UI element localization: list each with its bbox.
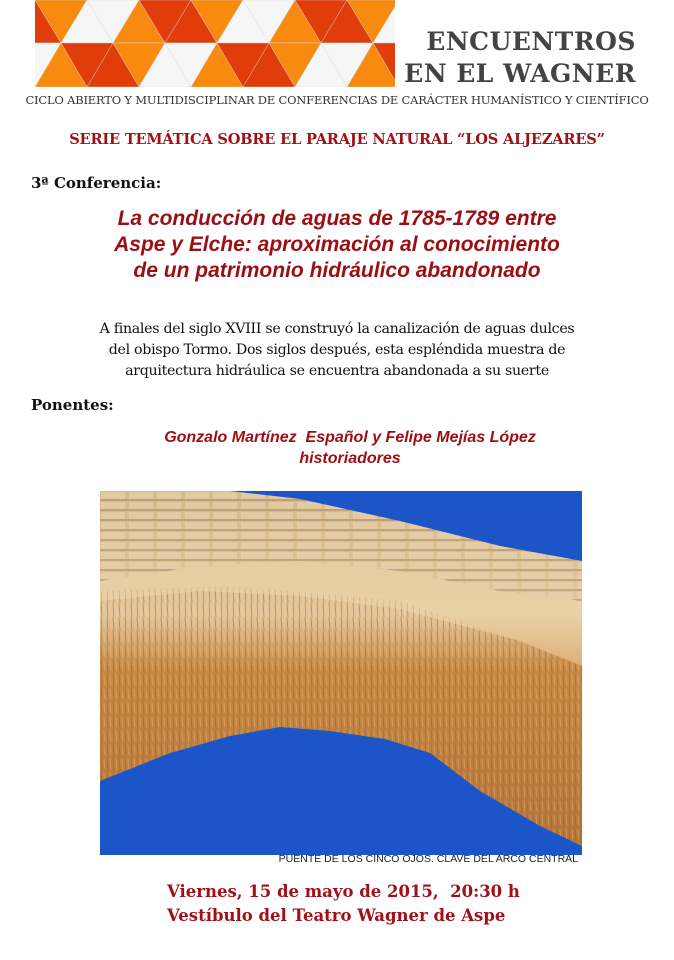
speaker-names: Gonzalo Martínez Español y Felipe Mejías López: [164, 429, 536, 446]
speakers-block: [0, 427, 674, 469]
description-line-2: del obispo Tormo. Dos siglos después, esta espléndida muestra de: [108, 342, 566, 358]
aqueduct-arch-photo: [100, 491, 582, 855]
brand-line-1: ENCUENTROS: [426, 27, 636, 56]
title-line-3: de un patrimonio hidráulico abandonado: [133, 259, 541, 282]
series-title: SERIE TEMÁTICA SOBRE EL PARAJE NATURAL “LOS ALJEZARES”: [69, 131, 605, 148]
photo-caption: PUENTE DE LOS CINCO OJOS. CLAVE DEL ARCO CENTRAL: [278, 853, 578, 865]
event-venue: Vestíbulo del Teatro Wagner de Aspe: [167, 906, 506, 925]
conference-description: [0, 319, 674, 382]
conference-label: 3ª Conferencia:: [31, 174, 162, 192]
title-line-2: Aspe y Elche: aproximación al conocimiento: [114, 233, 560, 256]
speakers-label: Ponentes:: [31, 396, 114, 414]
event-details: [167, 880, 520, 928]
description-line-1: A finales del siglo XVIII se construyó la canalización de aguas dulces: [99, 321, 575, 337]
cycle-subtitle: CICLO ABIERTO Y MULTIDISCIPLINAR DE CONFERENCIAS DE CARÁCTER HUMANÍSTICO Y CIENTÍFICO: [25, 93, 649, 107]
brand-title: [404, 26, 636, 90]
event-date-time: Viernes, 15 de mayo de 2015, 20:30 h: [167, 882, 520, 901]
conference-title: [0, 206, 674, 284]
speaker-role: historiadores: [299, 450, 401, 467]
title-line-1: La conducción de aguas de 1785-1789 entre: [117, 207, 557, 230]
brand-line-2: EN EL WAGNER: [404, 59, 636, 88]
description-line-3: arquitectura hidráulica se encuentra abandonada a su suerte: [125, 363, 549, 379]
